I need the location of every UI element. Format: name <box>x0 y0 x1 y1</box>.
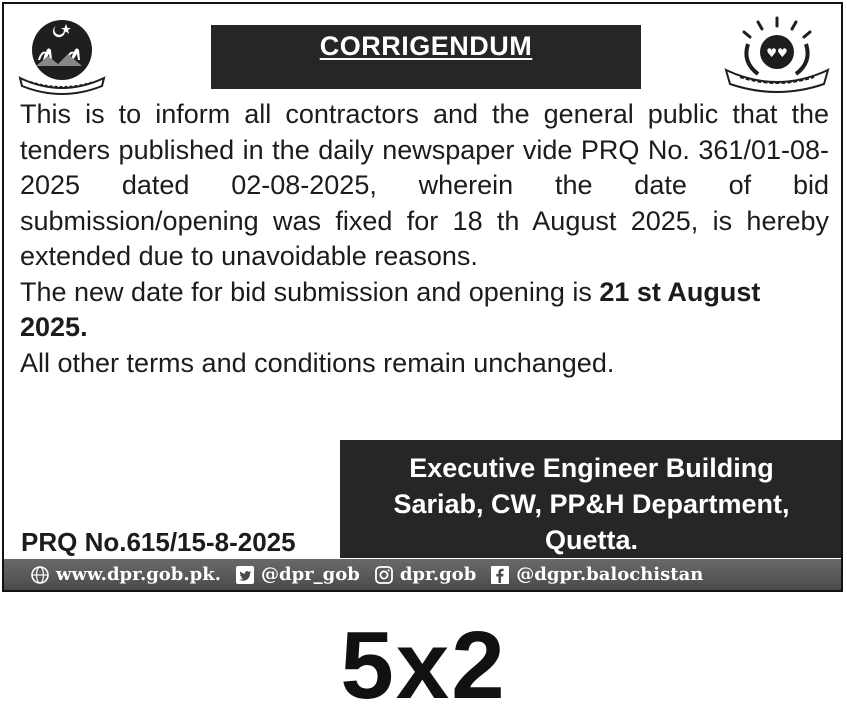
paragraph-new-date <box>20 275 829 346</box>
svg-text:♥♥: ♥♥ <box>766 46 788 60</box>
new-date-value: 21 st August 2025. <box>20 276 761 342</box>
government-seal-icon <box>16 16 108 98</box>
notice-body <box>20 97 829 381</box>
facebook-handle[interactable]: @dgpr.balochistan <box>516 564 704 585</box>
website-link[interactable]: www.dpr.gob.pk. <box>56 564 221 585</box>
facebook-icon <box>490 565 510 585</box>
prq-number: PRQ No.615/15-8-2025 <box>21 527 296 557</box>
twitter-icon <box>235 565 255 585</box>
footer-website[interactable] <box>30 564 221 585</box>
twitter-handle[interactable]: @dpr_gob <box>260 564 360 585</box>
newspaper-notice <box>2 2 843 592</box>
footer-twitter[interactable] <box>235 564 360 585</box>
footer-facebook[interactable] <box>490 564 703 585</box>
globe-icon <box>30 565 50 585</box>
footer-bar <box>4 559 841 590</box>
signature-block <box>340 440 843 558</box>
new-date-prefix: The new date for bid submission and opening is <box>20 276 600 307</box>
page-title: CORRIGENDUM <box>319 31 533 61</box>
instagram-icon <box>374 565 394 585</box>
signature-line-2: Sariab, CW, PP&H Department, <box>393 489 790 519</box>
footer-instagram[interactable] <box>374 564 476 585</box>
paragraph-intro: This is to inform all contractors and the general public that the tenders published in the daily newspaper vide PRQ No. 361/01-08-2025 dated 02-08-2025, wherein the date of bid submission/opening was fixed for 18 th August 2025, is hereby extended due to unavoidable reasons. <box>20 99 829 271</box>
dgpr-emblem-icon <box>718 14 836 98</box>
paragraph-terms: All other terms and conditions remain unchanged. <box>20 347 615 378</box>
signature-line-1: Executive Engineer Building <box>409 453 774 483</box>
ad-size-label: 5x2 <box>340 612 507 719</box>
instagram-handle[interactable]: dpr.gob <box>399 564 477 585</box>
signature-line-3: Quetta. <box>544 525 638 555</box>
title-banner <box>211 25 641 89</box>
